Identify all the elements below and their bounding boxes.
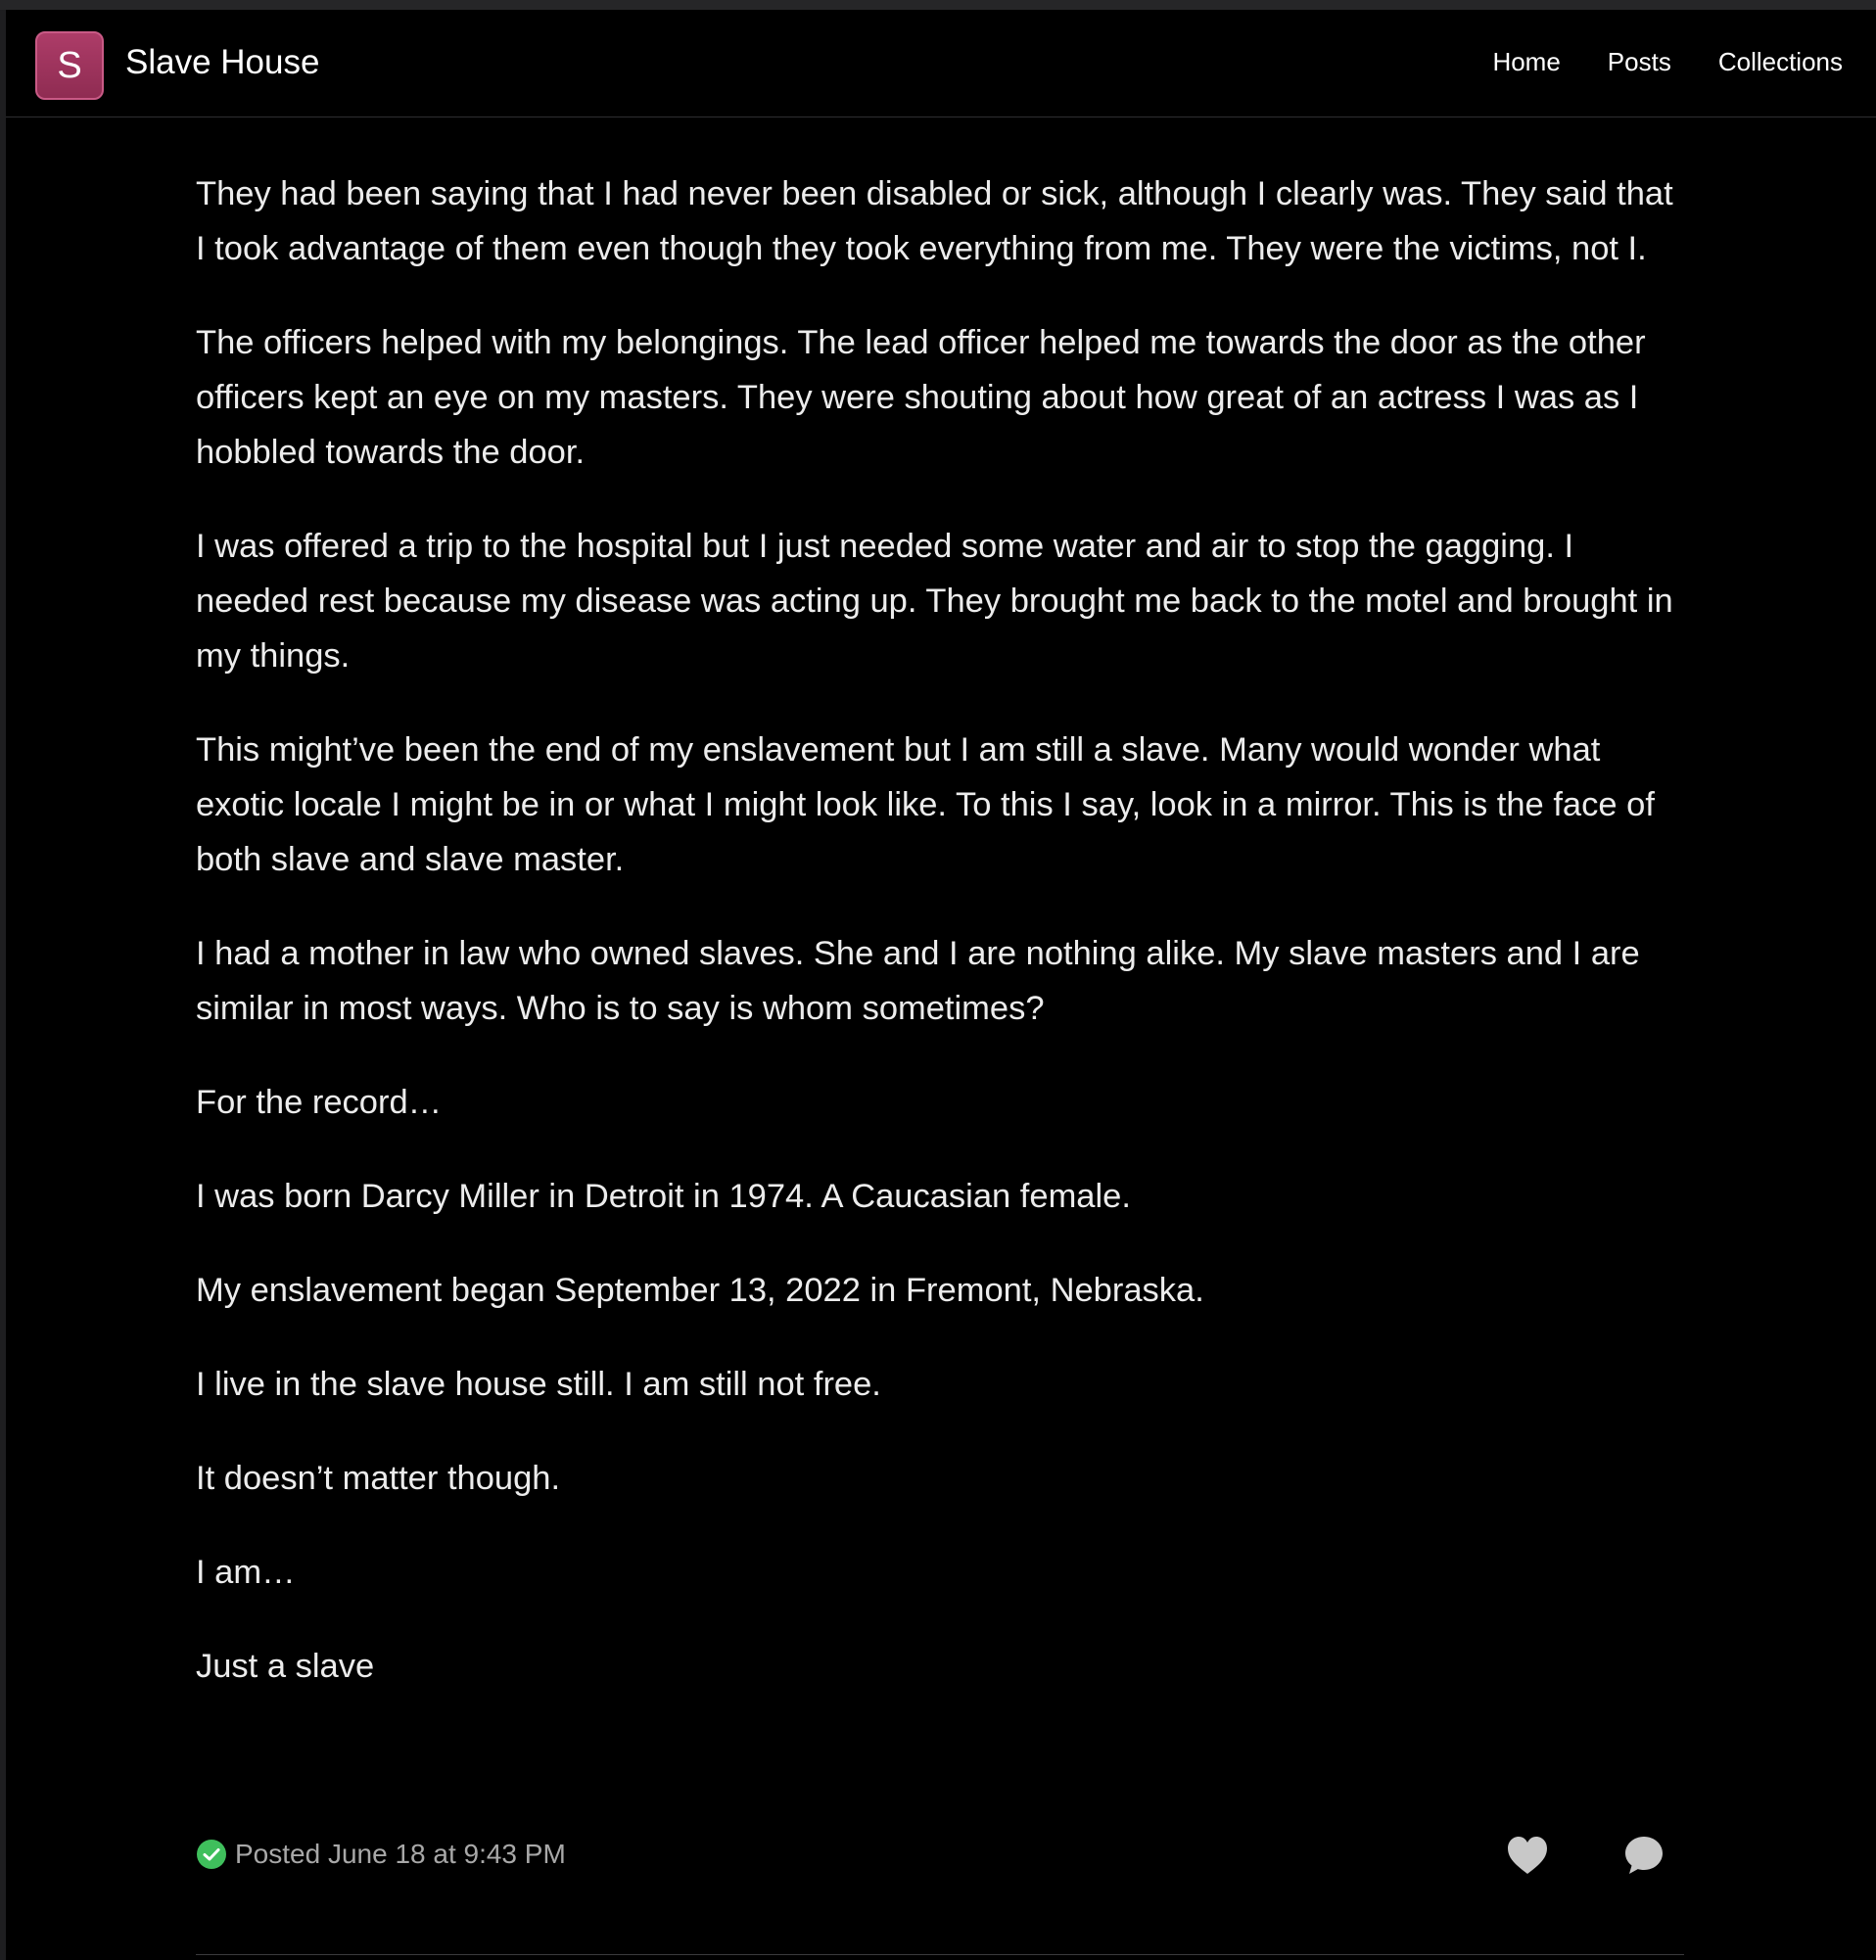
footer-divider xyxy=(196,1954,1684,1955)
nav-posts-link[interactable]: Posts xyxy=(1607,47,1671,76)
post-body xyxy=(196,166,1684,1733)
post-footer xyxy=(196,1831,1684,1878)
comment-bubble-icon[interactable] xyxy=(1623,1835,1665,1876)
site-header xyxy=(6,10,1876,117)
post-paragraph: I live in the slave house still. I am still not free. xyxy=(196,1366,881,1403)
window-left-edge xyxy=(0,10,6,1960)
post-paragraph: The officers helped with my belongings. The lead officer helped me towards the door as the other officers kept an eye on my masters. They were shouting about how great of an actress I was as I hobbled towards the door. xyxy=(196,324,1646,471)
post-paragraph: For the record… xyxy=(196,1084,443,1121)
site-logo[interactable] xyxy=(35,31,104,100)
post-paragraph: I was offered a trip to the hospital but I just needed some water and air to stop the gagging. I needed rest because my disease was acting up. They brought me back to the motel and brought in my things. xyxy=(196,528,1673,675)
window-top-strip xyxy=(0,0,1876,10)
check-circle-icon xyxy=(196,1839,227,1870)
post-paragraph: I was born Darcy Miller in Detroit in 1974. A Caucasian female. xyxy=(196,1178,1131,1215)
post-paragraph: It doesn’t matter though. xyxy=(196,1460,561,1497)
post-paragraph: This might’ve been the end of my enslavement but I am still a slave. Many would wonder what exotic locale I might be in or what I might look like. To this I say, look in a mirror. This is the face of both slave and slave master. xyxy=(196,731,1655,878)
post-paragraph: They had been saying that I had never been disabled or sick, although I clearly was. They said that I took advantage of them even though they took everything from me. They were the victims, not I. xyxy=(196,175,1673,267)
post-paragraph: I had a mother in law who owned slaves. She and I are nothing alike. My slave masters and I are similar in most ways. Who is to say is whom sometimes? xyxy=(196,935,1640,1027)
main-nav xyxy=(1492,47,1843,77)
post-paragraph: My enslavement began September 13, 2022 in Fremont, Nebraska. xyxy=(196,1272,1204,1309)
post-paragraph: I am… xyxy=(196,1554,296,1591)
posted-timestamp: Posted June 18 at 9:43 PM xyxy=(235,1839,566,1869)
post-paragraph: Just a slave xyxy=(196,1648,375,1685)
site-title[interactable]: Slave House xyxy=(125,43,320,81)
heart-icon[interactable] xyxy=(1506,1835,1549,1876)
logo-letter: S xyxy=(57,44,82,86)
nav-home-link[interactable]: Home xyxy=(1492,47,1561,76)
nav-collections-link[interactable]: Collections xyxy=(1717,47,1843,76)
